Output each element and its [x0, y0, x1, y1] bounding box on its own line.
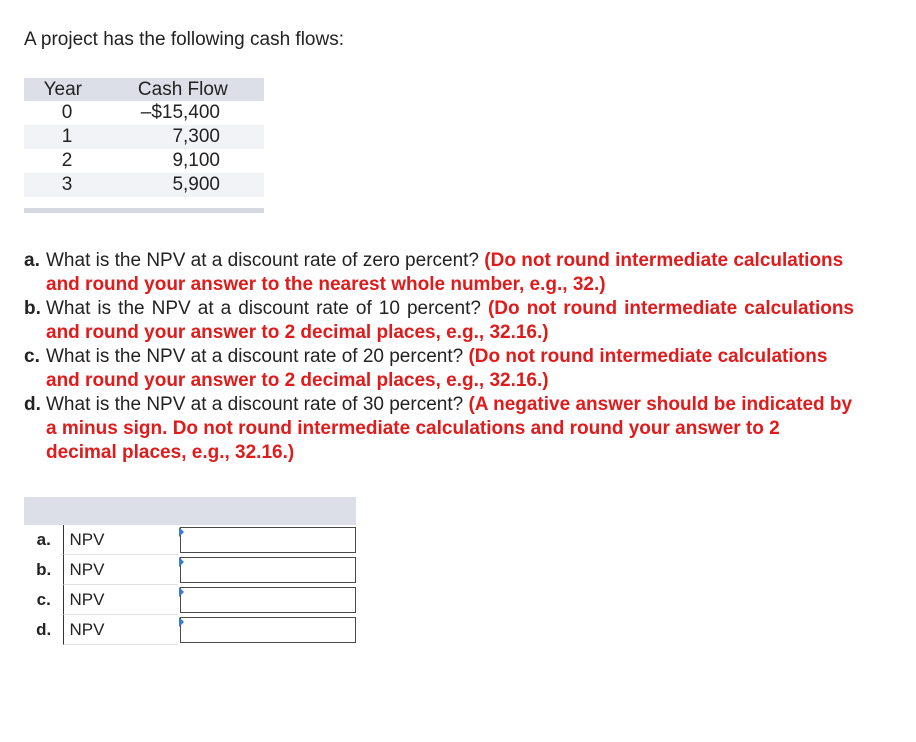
- table-row: [24, 173, 264, 197]
- question-text: What is the NPV at a discount rate of 30 percent?: [46, 394, 464, 415]
- question-a: [24, 249, 854, 297]
- npv-input-d[interactable]: [180, 617, 356, 643]
- question-letter: a.: [24, 250, 40, 271]
- npv-input-a[interactable]: [180, 527, 356, 553]
- cash-flow-cell: 7,300: [172, 126, 220, 147]
- answer-row-c: [24, 585, 356, 615]
- question-letter: d.: [24, 394, 41, 415]
- question-instruction: (Do not round intermediate calculations and round your answer to 2 decimal places, e.g., 32.16.): [46, 346, 828, 391]
- table-bottom-rule: [24, 208, 264, 213]
- input-flag-icon: [179, 617, 184, 627]
- answer-row-label: NPV: [63, 585, 178, 615]
- input-flag-icon: [179, 557, 184, 567]
- question-letter: c.: [24, 346, 40, 367]
- answer-row-b: [24, 555, 356, 585]
- question-text: What is the NPV at a discount rate of 10 percent?: [46, 298, 481, 319]
- answer-row-label: NPV: [63, 525, 178, 555]
- question-letter: b.: [24, 298, 41, 319]
- question-instruction: (A negative answer should be indicated by a minus sign. Do not round intermediate calculations and round your answer to 2 decimal places, e.g., 32.16.): [46, 394, 853, 463]
- npv-input-c[interactable]: [180, 587, 356, 613]
- answer-row-label: NPV: [63, 555, 178, 585]
- answer-table: [24, 497, 356, 645]
- answer-table-header: [24, 497, 356, 525]
- question-instruction: (Do not round intermediate calculations and round your answer to the nearest whole number, e.g., 32.): [46, 250, 844, 295]
- answer-row-label: NPV: [63, 615, 178, 645]
- cash-flow-table-header: [24, 78, 264, 101]
- question-text: What is the NPV at a discount rate of 20 percent?: [46, 346, 464, 367]
- year-cell: 0: [61, 102, 73, 123]
- answer-row-d: [24, 615, 356, 645]
- table-row: [24, 149, 264, 173]
- answer-row-letter: d.: [36, 620, 52, 639]
- year-column-header: Year: [43, 78, 82, 100]
- cash-flow-column-header: Cash Flow: [137, 78, 228, 100]
- cash-flow-cell: –$15,400: [140, 102, 220, 123]
- input-flag-icon: [179, 527, 184, 537]
- answer-row-letter: b.: [36, 560, 52, 579]
- answer-row-letter: a.: [36, 530, 51, 549]
- year-cell: 3: [61, 174, 73, 195]
- question-instruction: (Do not round intermediate calculations and round your answer to 2 decimal places, e.g., 32.16.): [46, 298, 855, 343]
- question-d: [24, 393, 854, 465]
- question-c: [24, 345, 854, 393]
- year-cell: 2: [61, 150, 73, 171]
- cash-flow-cell: 5,900: [172, 174, 220, 195]
- year-cell: 1: [61, 126, 73, 147]
- input-flag-icon: [179, 587, 184, 597]
- table-row: [24, 101, 264, 125]
- answer-row-letter: c.: [36, 590, 51, 609]
- question-text: What is the NPV at a discount rate of zero percent?: [46, 250, 480, 271]
- question-list: [24, 249, 854, 465]
- cash-flow-cell: 9,100: [172, 150, 220, 171]
- npv-input-b[interactable]: [180, 557, 356, 583]
- answer-row-a: [24, 525, 356, 555]
- cash-flow-table: [24, 78, 264, 197]
- table-row: [24, 125, 264, 149]
- question-b: [24, 297, 854, 345]
- intro-text: A project has the following cash flows:: [24, 29, 345, 50]
